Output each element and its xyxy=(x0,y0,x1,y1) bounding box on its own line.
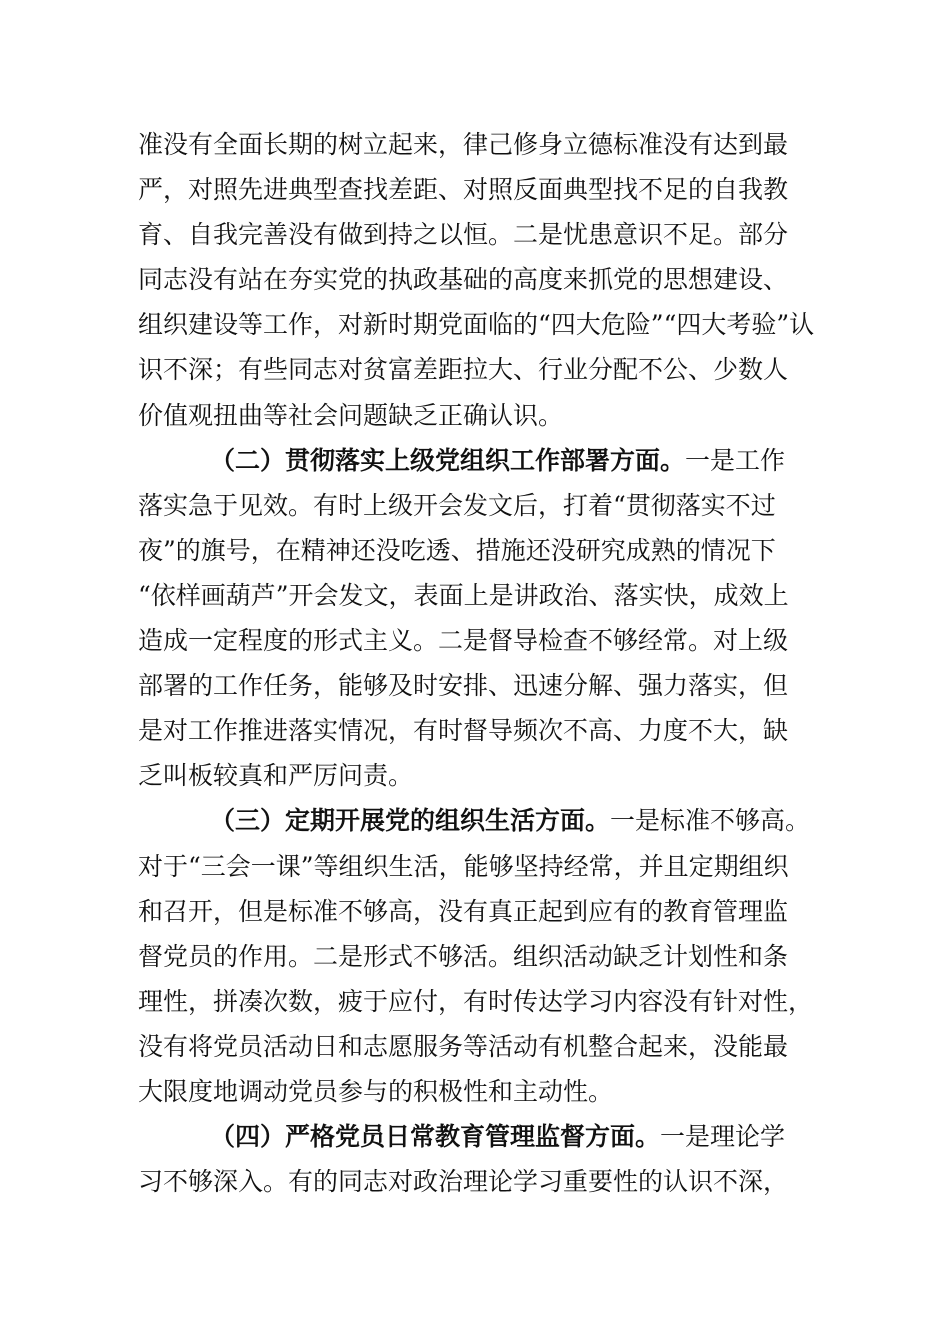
text-line: 对于“三会一课”等组织生活，能够坚持经常，并且定期组织 xyxy=(138,851,789,881)
paragraph-1 xyxy=(138,122,828,438)
text-line: 夜”的旗号，在精神还没吃透、措施还没研究成熟的情况下 xyxy=(138,535,776,565)
text-line: 同志没有站在夯实党的执政基础的高度来抓党的思想建设、 xyxy=(138,265,789,295)
text-line: 和召开，但是标准不够高，没有真正起到应有的教育管理监 xyxy=(138,896,789,926)
paragraph-3 xyxy=(138,798,828,1114)
text-line: 落实急于见效。有时上级开会发文后，打着“贯彻落实不过 xyxy=(138,490,776,520)
text-line xyxy=(138,1114,828,1159)
text-line: 价值观扭曲等社会问题缺乏正确认识。 xyxy=(138,400,564,430)
text-span: 一是标准不够高。 xyxy=(610,806,811,836)
section-heading: （二）贯彻落实上级党组织工作部署方面。 xyxy=(210,445,686,475)
text-line xyxy=(138,798,828,843)
text-line: 是对工作推进落实情况，有时督导频次不高、力度不大，缺 xyxy=(138,716,789,746)
text-line: 准没有全面长期的树立起来，律己修身立德标准没有达到最 xyxy=(138,130,789,159)
section-heading: （四）严格党员日常教育管理监督方面。 xyxy=(210,1122,661,1152)
text-line: 严，对照先进典型查找差距、对照反面典型找不足的自我教 xyxy=(138,175,789,205)
text-line: 习不够深入。有的同志对政治理论学习重要性的认识不深， xyxy=(138,1167,789,1197)
text-span: 一是理论学 xyxy=(660,1122,786,1152)
text-line xyxy=(138,438,828,483)
text-line: 组织建设等工作，对新时期党面临的“四大危险”“四大考验”认 xyxy=(138,310,815,340)
document-body xyxy=(138,122,828,1204)
text-line: 督党员的作用。二是形式不够活。组织活动缺乏计划性和条 xyxy=(138,941,789,971)
text-line: “依样画葫芦”开会发文，表面上是讲政治、落实快，成效上 xyxy=(138,580,789,610)
text-line: 育、自我完善没有做到持之以恒。二是忧患意识不足。部分 xyxy=(138,220,789,250)
text-line: 识不深；有些同志对贫富差距拉大、行业分配不公、少数人 xyxy=(138,355,789,385)
section-heading: （三）定期开展党的组织生活方面。 xyxy=(210,806,611,836)
text-line: 造成一定程度的形式主义。二是督导检查不够经常。对上级 xyxy=(138,626,789,656)
text-line: 大限度地调动党员参与的积极性和主动性。 xyxy=(138,1076,614,1106)
paragraph-2 xyxy=(138,438,828,799)
paragraph-4 xyxy=(138,1114,828,1204)
text-line: 乏叫板较真和严厉问责。 xyxy=(138,761,414,791)
text-line: 没有将党员活动日和志愿服务等活动有机整合起来，没能最 xyxy=(138,1031,789,1061)
text-span: 一是工作 xyxy=(685,445,786,475)
text-line: 部署的工作任务，能够及时安排、迅速分解、强力落实，但 xyxy=(138,671,789,701)
text-line: 理性，拼凑次数，疲于应付，有时传达学习内容没有针对性， xyxy=(138,986,814,1016)
